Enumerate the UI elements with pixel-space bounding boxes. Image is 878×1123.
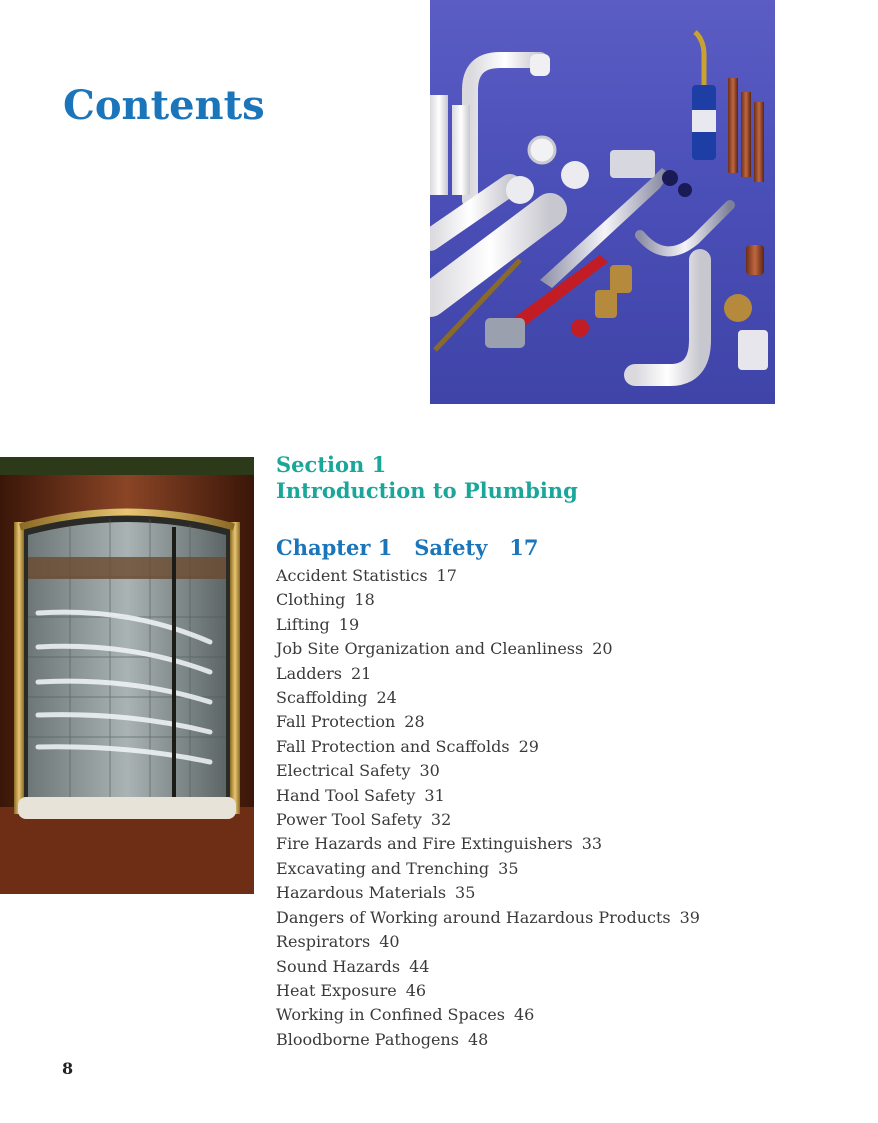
toc-entry[interactable] [276,808,700,832]
section-label: Section 1 [276,452,387,477]
section-heading [276,452,578,504]
toc-entry[interactable] [276,662,700,686]
toc-entry-page: 44 [409,956,430,976]
toc-entry-title: Hazardous Materials [276,883,447,903]
toc-entry-page: 40 [379,932,400,952]
chapter-label: Chapter 1 [276,535,393,560]
shower-enclosure-photo [0,457,254,894]
toc-entry[interactable] [276,979,700,1003]
page-number: 8 [62,1059,74,1078]
toc-entry[interactable] [276,1028,700,1052]
section-name: Introduction to Plumbing [276,478,578,503]
toc-entry-page: 18 [354,590,375,610]
toc-entry-page: 21 [350,663,372,683]
toc-entry[interactable] [276,686,700,710]
toc-entry[interactable] [276,930,700,954]
toc-entry-page: 35 [455,883,476,903]
toc-entry[interactable] [276,881,700,905]
toc-entry-page: 19 [338,614,360,634]
toc-entry-page: 39 [679,907,700,927]
toc-entry-title: Fall Protection and Scaffolds [276,736,510,756]
toc-entry-page: 46 [513,1005,535,1025]
toc-entry[interactable] [276,906,700,930]
toc-entry[interactable] [276,1003,700,1027]
toc-entry-title: Fall Protection [276,712,396,732]
toc-entry-page: 30 [419,761,440,781]
toc-entry-page: 48 [467,1029,489,1049]
toc-entry[interactable] [276,857,700,881]
toc-entry-page: 31 [424,785,445,805]
chapter-name: Safety [414,535,488,560]
toc-entry-title: Sound Hazards [276,956,401,976]
toc-entry-title: Excavating and Trenching [276,858,490,878]
chapter-page: 17 [509,535,539,560]
toc-entry-title: Ladders [276,663,342,683]
toc-entry-page: 46 [405,980,427,1000]
toc-entry-page: 29 [518,736,539,756]
toc-entry[interactable] [276,637,700,661]
toc-entry-page: 17 [436,566,457,585]
toc-entry[interactable] [276,759,700,783]
toc-entry-title: Accident Statistics [276,566,428,585]
toc-entry[interactable] [276,564,700,588]
toc-entry-page: 28 [404,712,425,732]
toc-list [276,564,700,1052]
toc-entry-title: Lifting [276,614,330,634]
toc-entry-page: 20 [592,639,613,659]
toc-entry[interactable] [276,588,700,612]
toc-entry[interactable] [276,735,700,759]
toc-entry-page: 35 [498,858,519,878]
toc-entry-page: 32 [430,810,452,830]
toc-entry-page: 33 [581,834,603,854]
toc-entry[interactable] [276,784,700,808]
toc-entry-title: Fire Hazards and Fire Extinguishers [276,834,573,854]
toc-entry-title: Heat Exposure [276,980,397,1000]
toc-entry-title: Dangers of Working around Hazardous Products [276,907,671,927]
toc-entry[interactable] [276,955,700,979]
toc-entry-title: Scaffolding [276,688,368,708]
toc-entry-title: Power Tool Safety [276,810,422,830]
toc-entry-title: Bloodborne Pathogens [276,1029,459,1049]
toc-entry-page: 24 [376,688,397,708]
toc-entry[interactable] [276,613,700,637]
page-title: Contents [63,82,265,129]
toc-entry-title: Respirators [276,932,371,952]
toc-entry-title: Hand Tool Safety [276,785,416,805]
chapter-heading[interactable] [276,535,539,561]
toc-entry-title: Job Site Organization and Cleanliness [276,639,584,659]
toc-entry[interactable] [276,832,700,856]
toc-entry-title: Clothing [276,590,346,610]
toc-entry-title: Working in Confined Spaces [276,1005,505,1025]
toc-entry-title: Electrical Safety [276,761,411,781]
plumbing-tools-photo [430,0,775,404]
toc-entry[interactable] [276,710,700,734]
